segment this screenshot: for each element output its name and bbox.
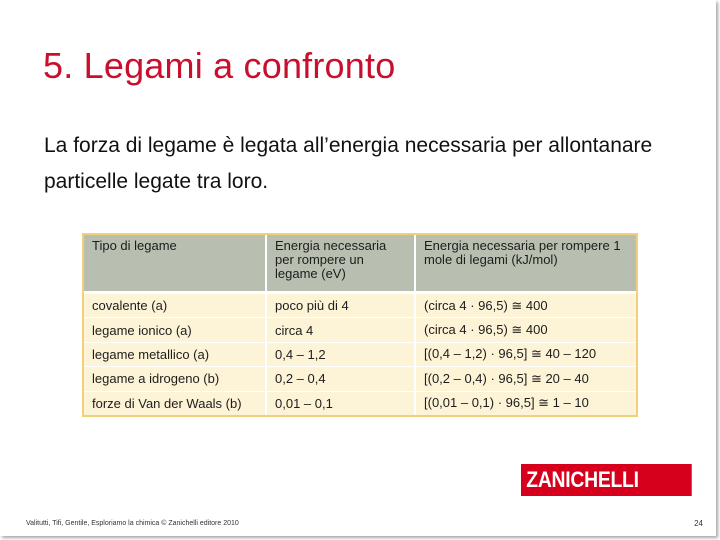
header-energy-kjmol: Energia necessaria per rompere 1 mole di legami (kJ/mol) bbox=[416, 235, 636, 293]
cell-energy-ev: 0,2 – 0,4 bbox=[267, 366, 416, 390]
footer-credit: Valitutti, Tifi, Gentile, Esploriamo la chimica © Zanichelli editore 2010 bbox=[26, 520, 239, 527]
cell-energy-ev: 0,4 – 1,2 bbox=[267, 342, 416, 366]
cell-bond-type: forze di Van der Waals (b) bbox=[84, 391, 267, 415]
cell-bond-type: legame a idrogeno (b) bbox=[84, 366, 267, 390]
table-row bbox=[84, 317, 636, 341]
table-row bbox=[84, 366, 636, 390]
cell-energy-kjmol: (circa 4 · 96,5) ≅ 400 bbox=[416, 317, 636, 341]
cell-energy-ev: circa 4 bbox=[267, 317, 416, 341]
table-header-row bbox=[84, 235, 636, 293]
cell-energy-kjmol: [(0,2 – 0,4) · 96,5] ≅ 20 – 40 bbox=[416, 366, 636, 390]
intro-text: La forza di legame è legata all’energia necessaria per allontanare particelle legate tra loro. bbox=[44, 134, 653, 193]
header-bond-type: Tipo di legame bbox=[84, 235, 267, 293]
comparison-table bbox=[82, 233, 638, 417]
cell-energy-kjmol: [(0,01 – 0,1) · 96,5] ≅ 1 – 10 bbox=[416, 391, 636, 415]
cell-bond-type: legame ionico (a) bbox=[84, 317, 267, 341]
table-row bbox=[84, 342, 636, 366]
cell-energy-kjmol: [(0,4 – 1,2) · 96,5] ≅ 40 – 120 bbox=[416, 342, 636, 366]
cell-energy-ev: poco più di 4 bbox=[267, 293, 416, 317]
cell-bond-type: legame metallico (a) bbox=[84, 342, 267, 366]
cell-bond-type: covalente (a) bbox=[84, 293, 267, 317]
cell-energy-kjmol: (circa 4 · 96,5) ≅ 400 bbox=[416, 293, 636, 317]
cell-energy-ev: 0,01 – 0,1 bbox=[267, 391, 416, 415]
table-row bbox=[84, 391, 636, 415]
slide-title: 5. Legami a confronto bbox=[43, 45, 396, 86]
page-number: 24 bbox=[694, 519, 703, 528]
table-row bbox=[84, 293, 636, 317]
zanichelli-logo: ZANICHELLI bbox=[521, 464, 692, 496]
header-energy-ev: Energia necessaria per rompere un legame (eV) bbox=[267, 235, 416, 293]
